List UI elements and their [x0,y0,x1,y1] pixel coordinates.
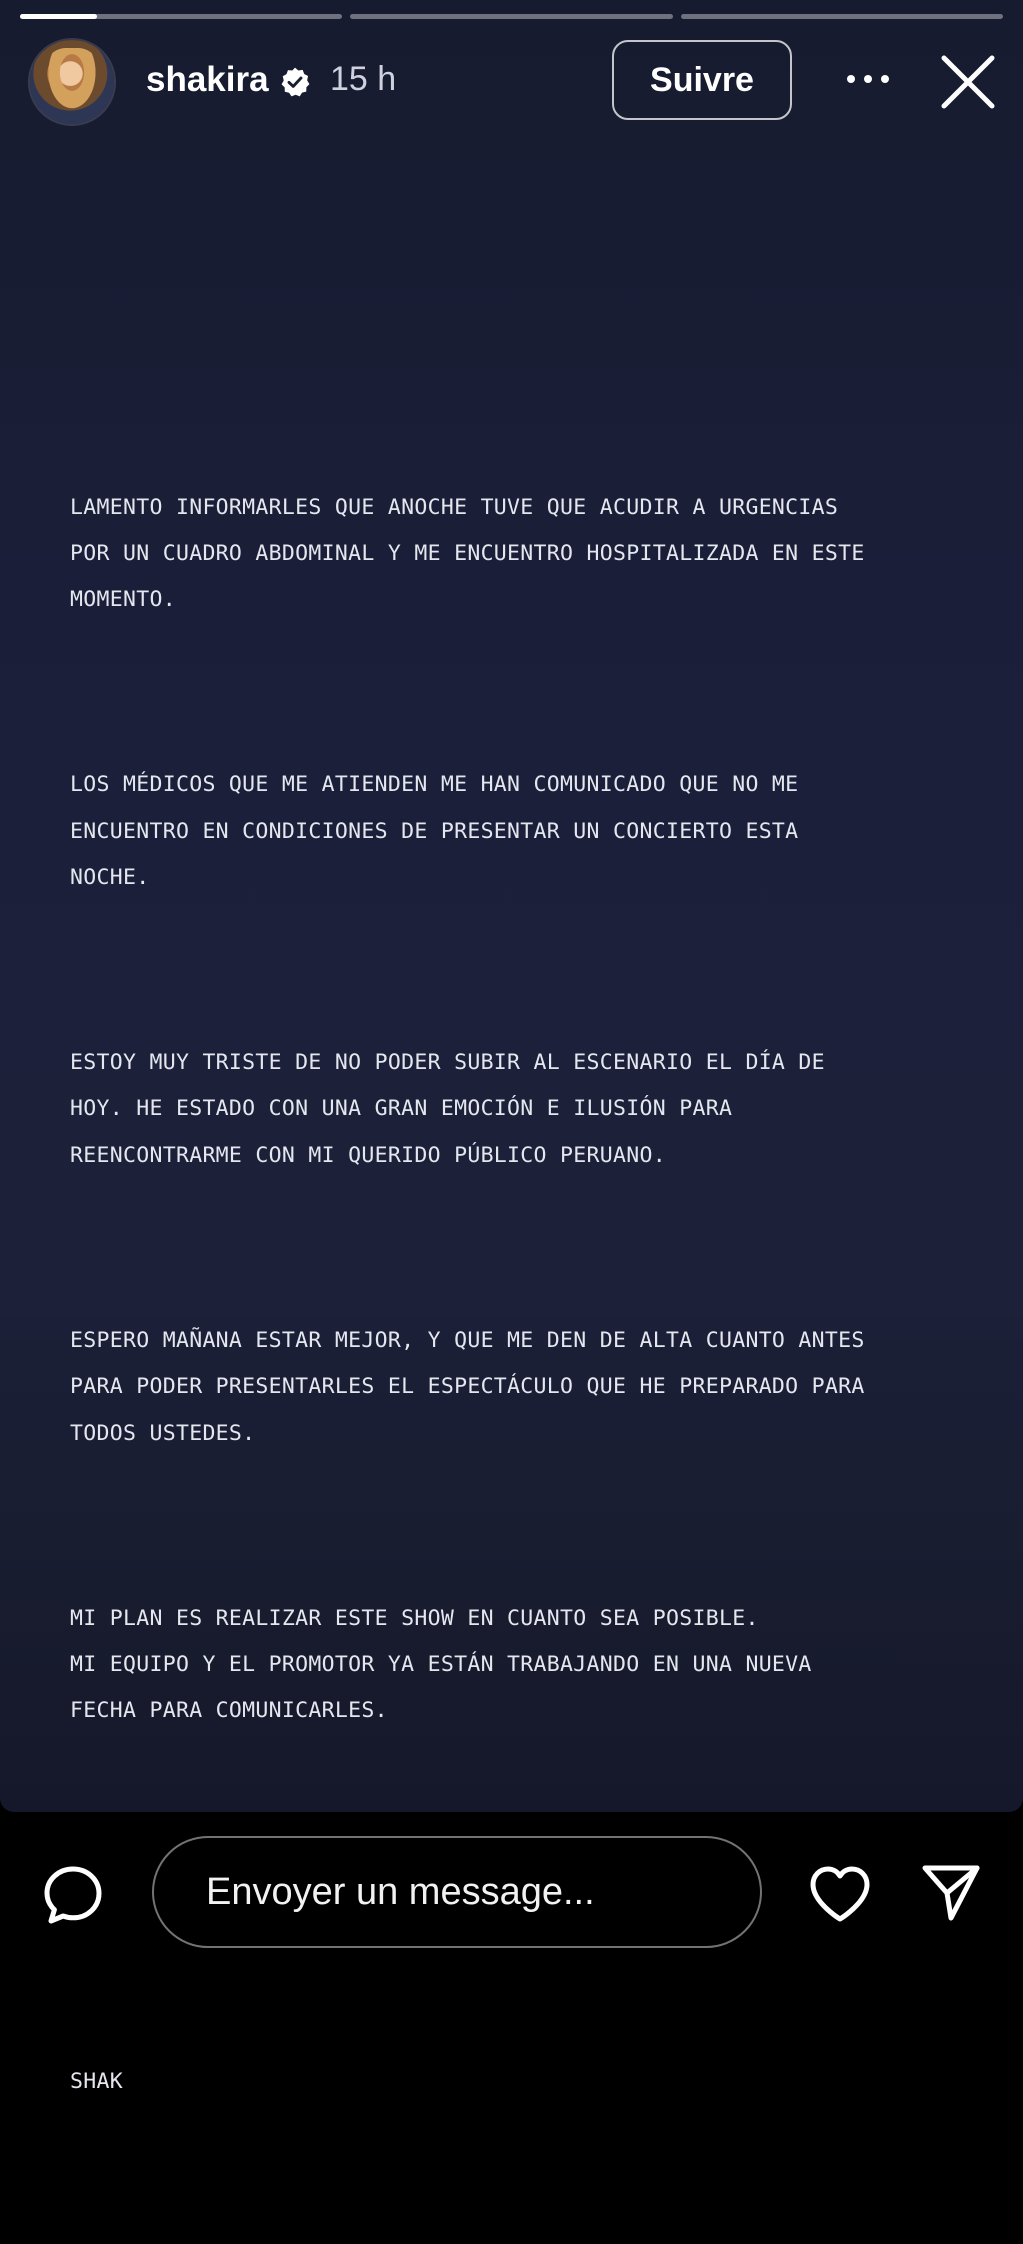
username[interactable]: shakira [146,60,269,99]
send-icon[interactable] [920,1862,982,1924]
message-paragraph: LAMENTO INFORMARLES QUE ANOCHE TUVE QUE ACUDIR A URGENCIAS POR UN CUADRO ABDOMINAL Y ME ENCUENTRO HOSPITALIZADA EN ESTE MOMENTO. [70,494,865,613]
story-progress-bar [20,14,1003,19]
message-paragraph: ESPERO MAÑANA ESTAR MEJOR, Y QUE ME DEN DE ALTA CUANTO ANTES PARA PODER PRESENTARLES EL ESPECTÁCULO QUE HE PREPARADO PARA TODOS USTEDES. [70,1327,865,1446]
progress-segment [350,14,672,19]
message-paragraph: LOS MÉDICOS QUE ME ATIENDEN ME HAN COMUNICADO QUE NO ME ENCUENTRO EN CONDICIONES DE PRESENTAR UN CONCIERTO ESTA NOCHE. [70,772,799,890]
verified-badge-icon [279,66,311,98]
heart-icon[interactable] [808,1864,872,1924]
message-signature: SHAK [70,2068,123,2094]
follow-button[interactable]: Suivre [612,40,792,120]
story-header [0,38,1023,126]
progress-segment [681,14,1003,19]
progress-fill [20,14,97,19]
message-input[interactable] [152,1836,762,1948]
message-paragraph: MI PLAN ES REALIZAR ESTE SHOW EN CUANTO SEA POSIBLE. MI EQUIPO Y EL PROMOTOR YA ESTÁN TRABAJANDO EN UNA NUEVA FECHA PARA COMUNICARLES. [70,1605,812,1724]
avatar[interactable] [30,40,114,124]
more-horizontal-icon [846,74,890,84]
timestamp: 15 h [330,60,397,98]
message-paragraph: ESTOY MUY TRISTE DE NO PODER SUBIR AL ESCENARIO EL DÍA DE HOY. HE ESTADO CON UNA GRAN EMOCIÓN E ILUSIÓN PARA REENCONTRARME CON MI QUERIDO PÚBLICO PERUANO. [70,1050,825,1168]
comment-icon[interactable] [42,1864,104,1926]
progress-segment [20,14,342,19]
more-options-button[interactable] [838,56,898,102]
close-icon[interactable] [940,54,996,110]
